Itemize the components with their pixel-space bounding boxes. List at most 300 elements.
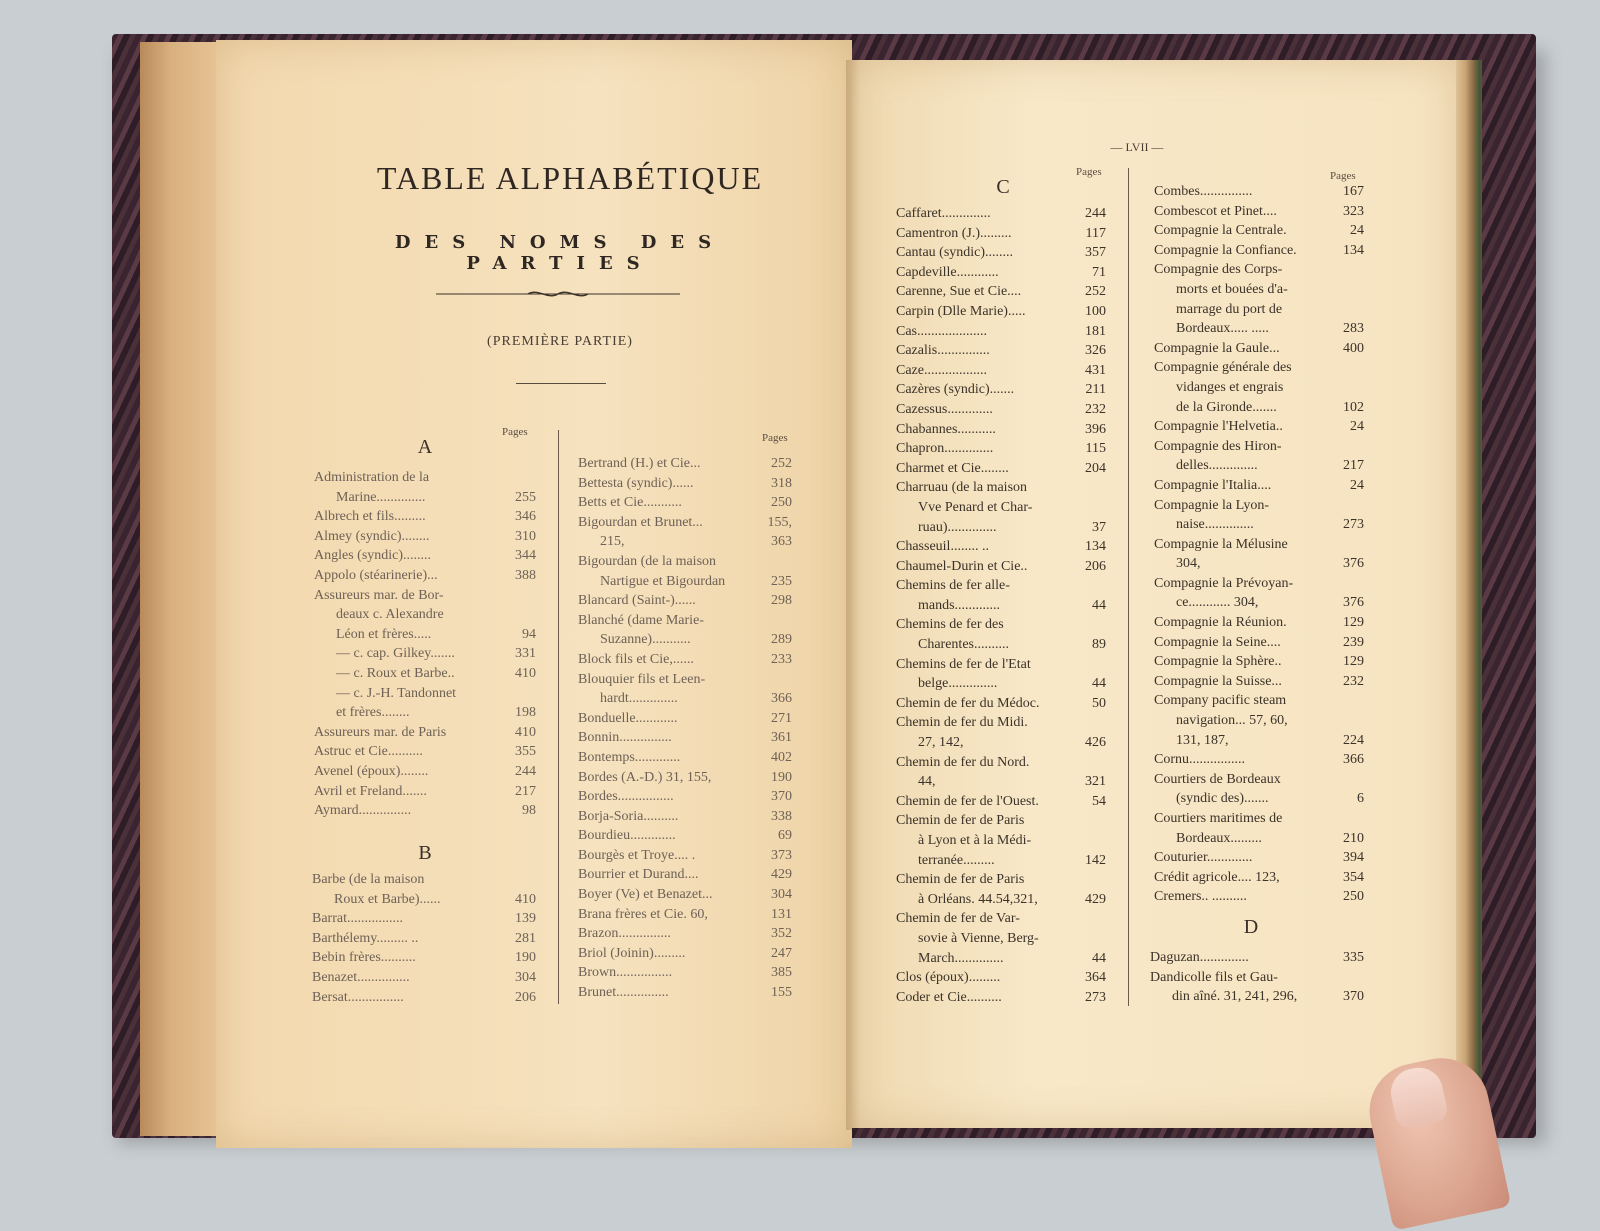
index-entry xyxy=(578,944,792,964)
index-entry xyxy=(314,684,536,704)
entry-name: de la Gironde....... xyxy=(1176,399,1277,415)
index-entry xyxy=(896,439,1106,459)
entry-page-number: 129 xyxy=(1343,654,1364,670)
index-entry xyxy=(896,655,1106,675)
entry-name: Caze.................. xyxy=(896,362,987,378)
index-entry xyxy=(896,478,1106,498)
index-entry xyxy=(1154,182,1364,202)
entry-page-number: 198 xyxy=(515,705,536,721)
entry-page-number: 210 xyxy=(1343,830,1364,846)
entry-name: Chemins de fer des xyxy=(896,617,1004,633)
index-entry xyxy=(578,493,792,513)
entry-name: Benazet............... xyxy=(312,969,410,985)
entry-name: Clos (époux)......... xyxy=(896,970,1001,986)
entry-name: Chemins de fer de l'Etat xyxy=(896,656,1031,672)
index-entry xyxy=(578,846,792,866)
entry-page-number: 6 xyxy=(1357,791,1364,807)
section-letter-d: D xyxy=(1243,916,1259,938)
index-entry xyxy=(1154,241,1364,261)
index-entry xyxy=(578,611,792,631)
entry-page-number: 244 xyxy=(1085,206,1106,221)
index-entry xyxy=(896,282,1106,302)
entry-page-number: 304 xyxy=(771,887,792,903)
entry-page-number: 102 xyxy=(1343,399,1364,415)
entry-page-number: 396 xyxy=(1085,421,1106,437)
index-entry xyxy=(578,728,792,748)
entry-page-number: 361 xyxy=(771,730,792,746)
entry-page-number: 24 xyxy=(1350,419,1364,435)
index-entry xyxy=(312,948,536,968)
index-entry xyxy=(896,949,1106,969)
entry-name: Compagnie la Sphère.. xyxy=(1154,654,1282,670)
index-entry xyxy=(578,630,792,650)
entry-name: Léon et frères..... xyxy=(336,626,432,642)
entry-name: Brazon............... xyxy=(578,926,671,942)
entry-page-number: 255 xyxy=(515,489,536,505)
entry-page-number: 100 xyxy=(1085,303,1106,319)
index-entry xyxy=(578,865,792,885)
index-entry xyxy=(896,772,1106,792)
entry-name: Compagnie la Gaule... xyxy=(1154,340,1280,356)
entry-page-number: 273 xyxy=(1085,989,1106,1005)
index-entry xyxy=(896,596,1106,616)
entry-page-number: 376 xyxy=(1343,556,1364,572)
ornament-rule xyxy=(436,288,680,300)
index-entry xyxy=(1154,417,1364,437)
index-entry xyxy=(578,807,792,827)
entry-page-number: 273 xyxy=(1343,517,1364,533)
entry-name: Carenne, Sue et Cie.... xyxy=(896,284,1022,300)
index-entry xyxy=(1150,987,1364,1007)
short-rule xyxy=(516,383,606,384)
pages-header: Pages xyxy=(502,426,528,438)
index-entry xyxy=(1154,515,1364,535)
index-entry xyxy=(896,498,1106,518)
index-entry xyxy=(312,870,536,890)
entry-name: ce............ 304, xyxy=(1176,595,1259,611)
entry-name: Bettesta (syndic)...... xyxy=(578,475,694,491)
entry-name: Chemin de fer de Paris xyxy=(896,872,1025,888)
entry-name: Bigourdan (de la maison xyxy=(578,553,717,569)
entry-name: Bordes................ xyxy=(578,789,674,805)
entry-name: Caffaret.............. xyxy=(896,206,991,221)
entry-name: Suzanne)........... xyxy=(600,632,691,648)
entry-name: morts et bouées d'a- xyxy=(1176,281,1288,297)
index-entry xyxy=(578,768,792,788)
entry-name: din aîné. 31, 241, 296, xyxy=(1172,989,1298,1005)
entry-name: sovie à Vienne, Berg- xyxy=(918,930,1039,946)
entry-name: Chapron.............. xyxy=(896,441,994,457)
index-entry xyxy=(578,983,792,1003)
entry-name: Chabannes........... xyxy=(896,421,996,437)
entry-page-number: 363 xyxy=(771,534,792,550)
index-column-left-a xyxy=(314,468,536,821)
entry-page-number: 233 xyxy=(771,651,792,667)
index-entry xyxy=(578,826,792,846)
entry-name: belge.............. xyxy=(918,676,998,692)
index-column-right-3 xyxy=(1150,948,1364,1007)
entry-name: Capdeville............ xyxy=(896,264,999,280)
entry-name: Chasseuil........ .. xyxy=(896,539,989,555)
entry-name: Brown................ xyxy=(578,965,673,981)
index-entry xyxy=(896,831,1106,851)
entry-page-number: 71 xyxy=(1092,264,1106,280)
index-entry xyxy=(1150,968,1364,988)
entry-name: Block fils et Cie,...... xyxy=(578,651,694,667)
entry-name: 27, 142, xyxy=(918,735,964,751)
entry-name: Avenel (époux)........ xyxy=(314,763,429,779)
entry-name: Bertrand (H.) et Cie... xyxy=(578,456,701,471)
index-entry xyxy=(896,968,1106,988)
entry-name: Compagnie des Hiron- xyxy=(1154,438,1282,454)
index-entry xyxy=(578,474,792,494)
index-column-left-b xyxy=(312,870,536,1007)
entry-page-number: 217 xyxy=(515,783,536,799)
entry-name: Chemin de fer du Médoc. xyxy=(896,695,1040,711)
entry-page-number: 250 xyxy=(1343,889,1364,905)
index-entry xyxy=(314,546,536,566)
entry-page-number: 370 xyxy=(771,789,792,805)
index-entry xyxy=(1150,948,1364,968)
entry-name: Bebin frères.......... xyxy=(312,950,416,966)
entry-name: Charentes.......... xyxy=(918,637,1009,653)
index-entry xyxy=(312,890,536,910)
entry-page-number: 298 xyxy=(771,593,792,609)
index-entry xyxy=(1154,496,1364,516)
entry-page-number: 394 xyxy=(1343,850,1364,866)
index-entry xyxy=(1154,750,1364,770)
entry-name: Betts et Cie........... xyxy=(578,495,682,511)
entry-page-number: 54 xyxy=(1092,793,1106,809)
entry-page-number: 155 xyxy=(771,985,792,1001)
index-entry xyxy=(896,576,1106,596)
pages-header: Pages xyxy=(1330,170,1356,182)
entry-page-number: 155, xyxy=(767,514,792,530)
entry-page-number: 206 xyxy=(1085,558,1106,574)
entry-name: marrage du port de xyxy=(1176,301,1283,317)
entry-name: Briol (Joinin)......... xyxy=(578,945,686,961)
index-entry xyxy=(1154,358,1364,378)
entry-page-number: 357 xyxy=(1085,245,1106,261)
entry-name: Courtiers de Bordeaux xyxy=(1154,771,1281,787)
index-entry xyxy=(314,762,536,782)
index-entry xyxy=(1154,300,1364,320)
entry-name: hardt.............. xyxy=(600,691,678,707)
entry-page-number: 252 xyxy=(771,456,792,471)
index-entry xyxy=(578,924,792,944)
index-entry xyxy=(896,400,1106,420)
entry-page-number: 204 xyxy=(1085,460,1106,476)
index-entry xyxy=(314,723,536,743)
entry-page-number: 304 xyxy=(515,969,536,985)
index-entry xyxy=(312,909,536,929)
index-entry xyxy=(1154,887,1364,907)
entry-name: Bonnin............... xyxy=(578,730,672,746)
entry-page-number: 217 xyxy=(1343,458,1364,474)
entry-page-number: 117 xyxy=(1085,225,1106,241)
section-letter-a: A xyxy=(417,436,433,458)
entry-name: 131, 187, xyxy=(1176,732,1229,748)
entry-name: Borja-Soria.......... xyxy=(578,808,679,824)
entry-name: Company pacific steam xyxy=(1154,693,1287,709)
entry-page-number: 167 xyxy=(1343,184,1364,199)
entry-name: Dandicolle fils et Gau- xyxy=(1150,969,1278,985)
entry-name: Avril et Freland....... xyxy=(314,783,427,799)
index-entry xyxy=(314,782,536,802)
entry-name: (syndic des)....... xyxy=(1176,791,1269,807)
entry-page-number: 69 xyxy=(778,828,792,844)
entry-page-number: 232 xyxy=(1343,673,1364,689)
entry-page-number: 370 xyxy=(1343,989,1364,1005)
index-entry xyxy=(896,753,1106,773)
entry-name: et frères........ xyxy=(336,705,410,721)
index-entry xyxy=(578,513,792,533)
entry-page-number: 131 xyxy=(771,906,792,922)
entry-page-number: 376 xyxy=(1343,595,1364,611)
index-entry xyxy=(1154,691,1364,711)
entry-page-number: 190 xyxy=(771,769,792,785)
entry-name: Compagnie la Seine.... xyxy=(1154,634,1281,650)
entry-name: Chemin de fer de l'Ouest. xyxy=(896,793,1039,809)
entry-name: Bersat................ xyxy=(312,989,404,1005)
entry-name: Albrech et fils......... xyxy=(314,509,426,525)
entry-name: à Lyon et à la Médi- xyxy=(918,833,1032,848)
index-entry xyxy=(578,787,792,807)
entry-page-number: 37 xyxy=(1092,519,1106,535)
entry-name: — c. cap. Gilkey....... xyxy=(336,646,455,662)
entry-name: à Orléans. 44.54,321, xyxy=(918,891,1038,907)
page-subtitle: DES NOMS DES PARTIES xyxy=(394,232,726,274)
index-column-left-2 xyxy=(578,454,792,1003)
entry-name: Bigourdan et Brunet... xyxy=(578,514,703,530)
entry-name: Compagnie générale des xyxy=(1154,360,1292,376)
entry-name: Courtiers maritimes de xyxy=(1154,811,1283,826)
entry-page-number: 326 xyxy=(1085,343,1106,359)
entry-name: Bontemps............. xyxy=(578,749,681,765)
entry-page-number: 252 xyxy=(1085,284,1106,300)
entry-name: Aymard............... xyxy=(314,803,412,819)
index-entry xyxy=(1154,260,1364,280)
entry-page-number: 44 xyxy=(1092,950,1106,966)
entry-page-number: 366 xyxy=(771,691,792,707)
entry-name: Blanché (dame Marie- xyxy=(578,612,704,628)
entry-name: Chemins de fer alle- xyxy=(896,578,1010,594)
index-entry xyxy=(1154,280,1364,300)
index-entry xyxy=(1154,554,1364,574)
index-entry xyxy=(896,792,1106,812)
entry-name: Coder et Cie.......... xyxy=(896,989,1002,1005)
index-column-right-2 xyxy=(1154,182,1364,907)
index-entry xyxy=(896,733,1106,753)
entry-name: Roux et Barbe)...... xyxy=(334,891,441,907)
page-title: TABLE ALPHABÉTIQUE xyxy=(376,160,764,196)
index-entry xyxy=(314,507,536,527)
entry-page-number: 410 xyxy=(515,724,536,740)
entry-page-number: 250 xyxy=(771,495,792,511)
index-entry xyxy=(1154,868,1364,888)
index-entry xyxy=(314,586,536,606)
index-entry xyxy=(896,537,1106,557)
entry-page-number: 283 xyxy=(1343,321,1364,337)
index-entry xyxy=(314,566,536,586)
entry-page-number: 244 xyxy=(515,763,536,779)
entry-page-number: 402 xyxy=(771,749,792,765)
entry-name: Chemin de fer du Midi. xyxy=(896,715,1028,731)
entry-name: navigation... 57, 60, xyxy=(1176,713,1288,729)
entry-name: delles.............. xyxy=(1176,458,1258,474)
index-entry xyxy=(896,811,1106,831)
pages-header: Pages xyxy=(1076,166,1102,178)
entry-name: Compagnie l'Italia.... xyxy=(1154,477,1272,493)
index-entry xyxy=(314,664,536,684)
entry-page-number: 400 xyxy=(1343,340,1364,356)
entry-name: Charruau (de la maison xyxy=(896,480,1028,496)
entry-name: Compagnie la Mélusine xyxy=(1154,536,1288,552)
entry-name: Crédit agricole.... 123, xyxy=(1154,869,1280,885)
entry-name: Angles (syndic)........ xyxy=(314,548,432,564)
entry-name: ruau).............. xyxy=(918,519,997,535)
index-entry xyxy=(314,742,536,762)
entry-name: Assureurs mar. de Bor- xyxy=(314,587,444,603)
entry-page-number: 429 xyxy=(771,867,792,883)
entry-name: Nartigue et Bigourdan xyxy=(600,573,726,589)
index-entry xyxy=(578,748,792,768)
entry-page-number: 323 xyxy=(1343,203,1364,219)
index-entry xyxy=(1154,398,1364,418)
index-entry xyxy=(314,488,536,508)
index-entry xyxy=(1154,633,1364,653)
entry-name: Chemin de fer du Nord. xyxy=(896,754,1030,770)
section-letter-c: C xyxy=(996,176,1010,198)
index-entry xyxy=(1154,221,1364,241)
index-entry xyxy=(896,929,1106,949)
entry-name: Compagnie la Lyon- xyxy=(1154,497,1270,513)
index-entry xyxy=(312,968,536,988)
entry-name: Carpin (Dlle Marie)..... xyxy=(896,303,1026,319)
entry-name: Charmet et Cie........ xyxy=(896,460,1009,476)
index-entry xyxy=(312,988,536,1008)
entry-name: Bordeaux..... ..... xyxy=(1176,321,1269,337)
left-page-edges xyxy=(140,42,218,1136)
section-letter-b: B xyxy=(418,842,432,864)
index-entry xyxy=(896,361,1106,381)
entry-name: Cas.................... xyxy=(896,323,987,339)
entry-name: Cremers.. .......... xyxy=(1154,889,1247,905)
entry-page-number: 142 xyxy=(1085,852,1106,868)
index-entry xyxy=(896,380,1106,400)
index-entry xyxy=(1154,789,1364,809)
index-entry xyxy=(578,650,792,670)
entry-page-number: 181 xyxy=(1085,323,1106,339)
entry-name: Cornu................ xyxy=(1154,752,1245,768)
entry-page-number: 224 xyxy=(1343,732,1364,748)
entry-name: Marine.............. xyxy=(336,489,426,505)
index-entry xyxy=(578,670,792,690)
entry-name: Daguzan.............. xyxy=(1150,950,1249,965)
entry-name: Couturier............. xyxy=(1154,850,1253,866)
index-entry xyxy=(896,694,1106,714)
index-entry xyxy=(314,468,536,488)
entry-page-number: 94 xyxy=(522,626,536,642)
column-divider-left xyxy=(558,430,559,1004)
index-entry xyxy=(896,341,1106,361)
entry-page-number: 134 xyxy=(1343,242,1364,258)
index-entry xyxy=(578,689,792,709)
entry-page-number: 129 xyxy=(1343,615,1364,631)
index-entry xyxy=(314,527,536,547)
entry-name: Barthélemy......... .. xyxy=(312,930,419,946)
entry-page-number: 344 xyxy=(515,548,536,564)
entry-name: deaux c. Alexandre xyxy=(336,607,444,623)
entry-page-number: 410 xyxy=(515,891,536,907)
entry-page-number: 98 xyxy=(522,803,536,819)
index-entry xyxy=(896,635,1106,655)
entry-page-number: 115 xyxy=(1085,441,1106,457)
entry-page-number: 373 xyxy=(771,847,792,863)
index-entry xyxy=(1154,770,1364,790)
index-entry xyxy=(578,885,792,905)
entry-page-number: 335 xyxy=(1343,950,1364,965)
part-label: (PREMIÈRE PARTIE) xyxy=(487,334,633,349)
entry-name: Bourrier et Durand.... xyxy=(578,867,699,883)
entry-name: 304, xyxy=(1176,556,1201,572)
entry-page-number: 355 xyxy=(515,744,536,760)
entry-name: Bourgès et Troye.... . xyxy=(578,847,696,863)
index-entry xyxy=(578,572,792,592)
index-entry xyxy=(1154,476,1364,496)
entry-page-number: 139 xyxy=(515,911,536,927)
entry-page-number: 354 xyxy=(1343,869,1364,885)
index-entry xyxy=(314,644,536,664)
index-entry xyxy=(896,459,1106,479)
entry-name: Compagnie l'Helvetia.. xyxy=(1154,419,1283,435)
index-entry xyxy=(578,532,792,552)
entry-page-number: 426 xyxy=(1085,735,1106,751)
index-entry xyxy=(896,243,1106,263)
entry-name: Bordeaux......... xyxy=(1176,830,1262,846)
entry-name: Chaumel-Durin et Cie.. xyxy=(896,558,1028,574)
entry-page-number: 235 xyxy=(771,573,792,589)
index-entry xyxy=(896,204,1106,224)
running-head: — LVII — xyxy=(1110,140,1164,154)
index-entry xyxy=(1154,574,1364,594)
entry-name: Blouquier fils et Leen- xyxy=(578,671,706,687)
entry-name: Cazères (syndic)....... xyxy=(896,382,1015,398)
pages-header: Pages xyxy=(762,432,788,444)
entry-page-number: 338 xyxy=(771,808,792,824)
entry-page-number: 431 xyxy=(1085,362,1106,378)
index-entry xyxy=(578,709,792,729)
entry-page-number: 44 xyxy=(1092,597,1106,613)
entry-name: Boyer (Ve) et Benazet... xyxy=(578,887,713,903)
index-entry xyxy=(896,674,1106,694)
index-entry xyxy=(1154,711,1364,731)
entry-name: Compagnie la Confiance. xyxy=(1154,242,1297,258)
entry-name: Camentron (J.)......... xyxy=(896,225,1012,241)
index-entry xyxy=(1154,535,1364,555)
entry-page-number: 239 xyxy=(1343,634,1364,650)
index-entry xyxy=(314,625,536,645)
entry-name: Bourdieu............. xyxy=(578,828,676,844)
entry-name: Combescot et Pinet.... xyxy=(1154,203,1277,219)
index-entry xyxy=(1154,848,1364,868)
entry-page-number: 385 xyxy=(771,965,792,981)
index-entry xyxy=(1154,731,1364,751)
entry-page-number: 388 xyxy=(515,567,536,583)
entry-page-number: 24 xyxy=(1350,477,1364,493)
index-entry xyxy=(1154,593,1364,613)
entry-page-number: 44 xyxy=(1092,676,1106,692)
